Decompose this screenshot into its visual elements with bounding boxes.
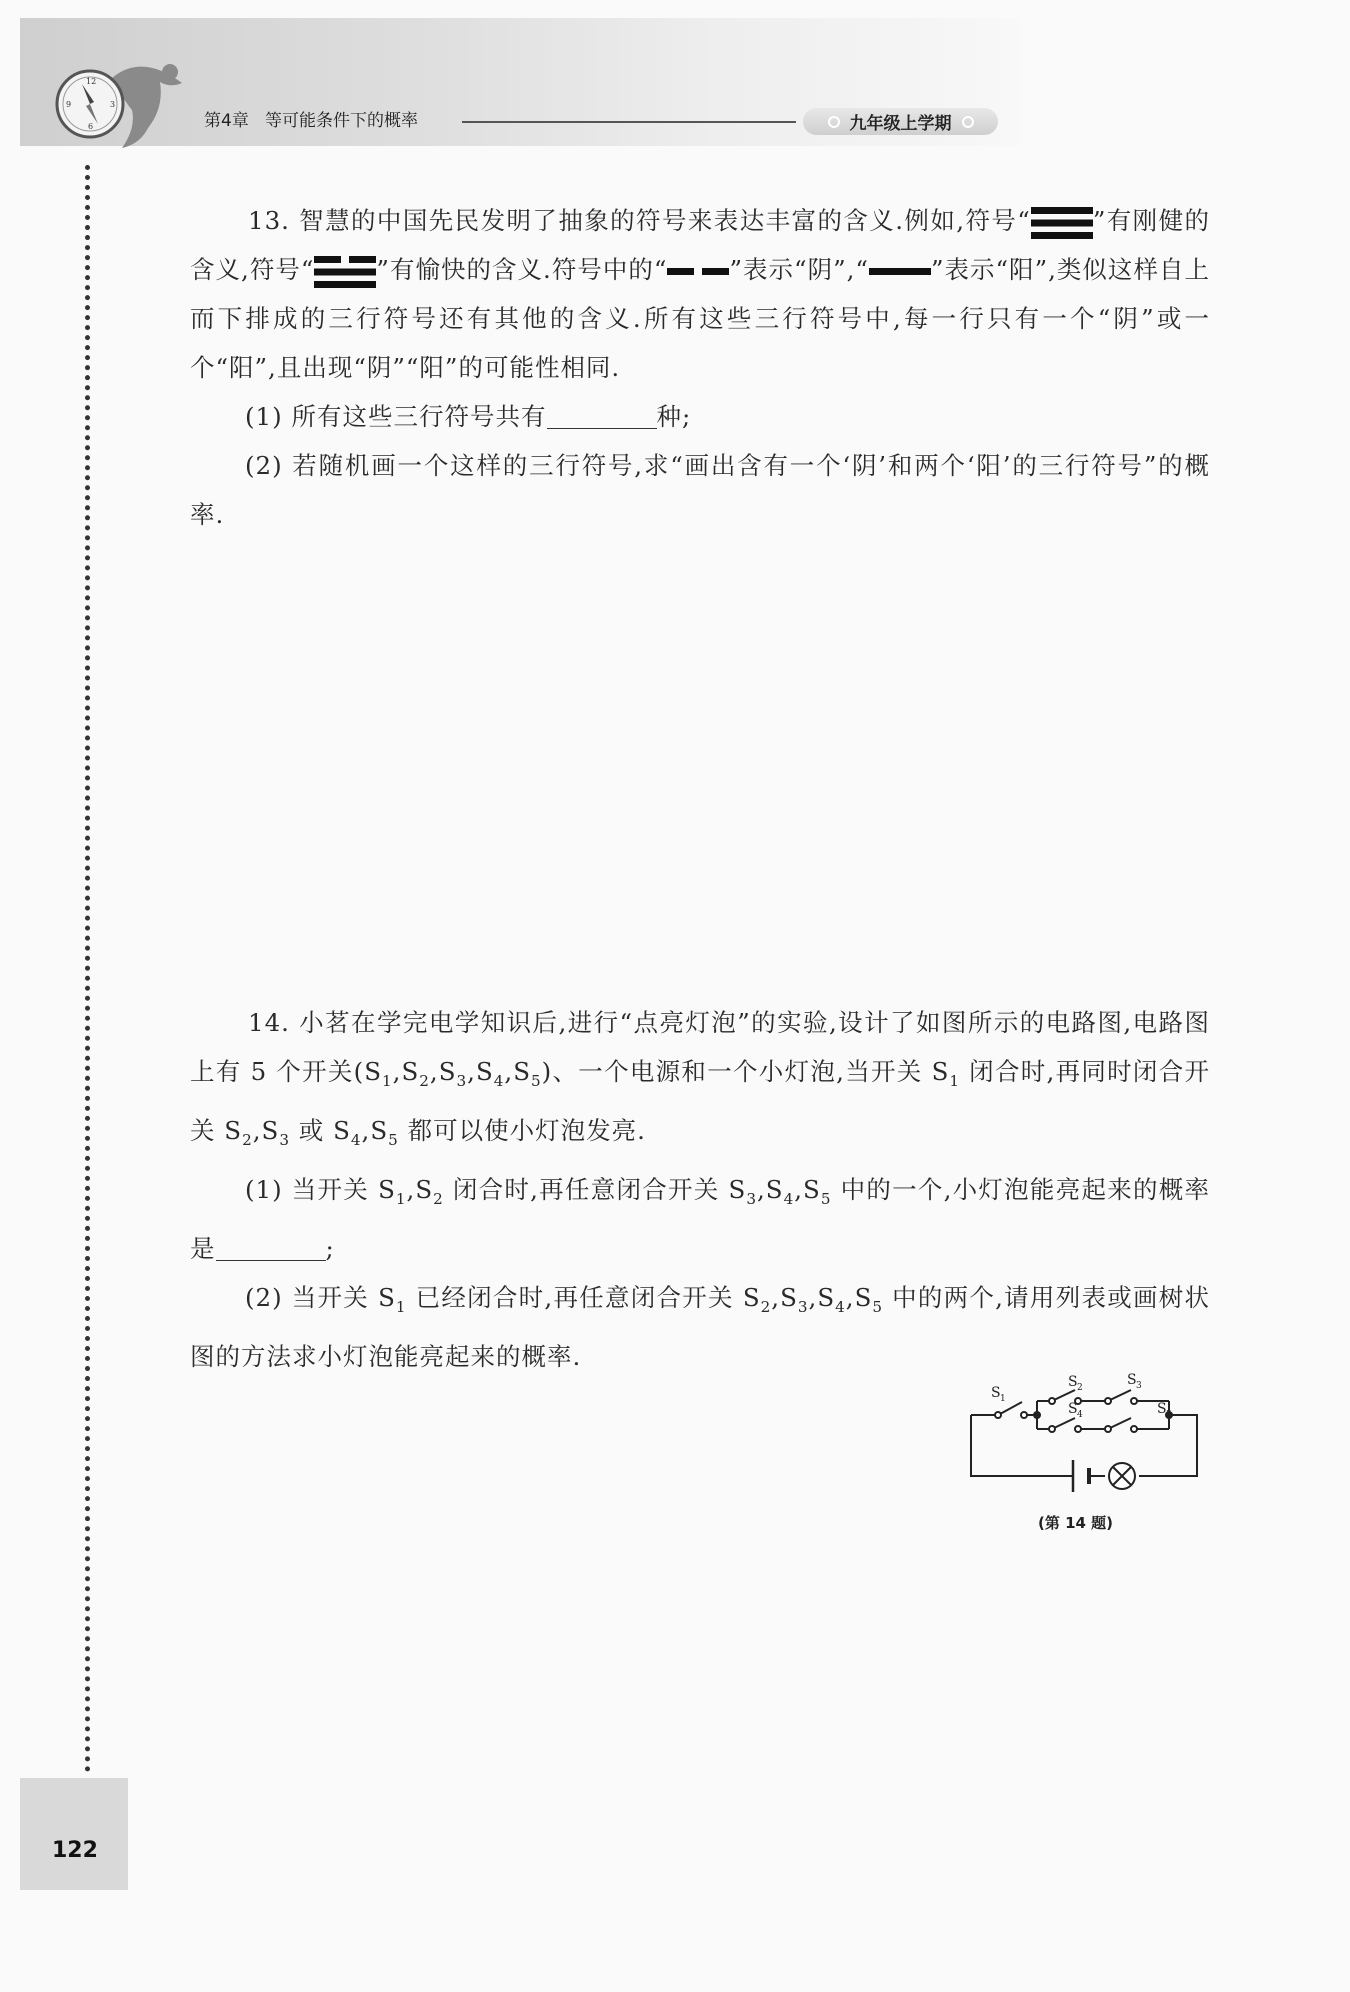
- grade-label: [803, 108, 998, 135]
- dotted-margin-rule: [85, 165, 90, 1773]
- q14-t: 1: [382, 1071, 393, 1090]
- grade-text: 九年级上学期: [849, 114, 952, 134]
- q14-t: ,S: [406, 1174, 434, 1204]
- q14-t: ,S: [467, 1057, 494, 1086]
- switch-label-s5: S: [1157, 1401, 1167, 1417]
- q14-part-1: [190, 1165, 1210, 1273]
- page-number: 122: [52, 1838, 98, 1863]
- q14-t: 14. 小茗在学完电学知识后,进行“点亮灯泡”的实验,设计了如图所示的电路图,电路图上有 5 个开关(S: [190, 1008, 1210, 1086]
- q14-t: 中的一个,小灯泡能亮起来的概率是: [190, 1174, 1210, 1263]
- q14-t: (1) 当开关 S: [245, 1174, 396, 1204]
- q14-t: 或 S: [290, 1115, 351, 1145]
- q14-t: 2: [760, 1297, 772, 1316]
- switch-sub-s4: 4: [1077, 1410, 1083, 1420]
- switch-label-s3: S: [1127, 1372, 1137, 1388]
- yang-line-icon: [869, 266, 931, 278]
- q14-t: ,S: [361, 1115, 389, 1145]
- q13-part-1-tail: 种;: [656, 402, 692, 431]
- answer-blank[interactable]: [216, 1230, 326, 1261]
- q13-text-2: ”有刚健的含义,符号“: [190, 206, 1210, 284]
- switch-sub-s5: 5: [1166, 1410, 1172, 1420]
- q14-t: 2: [242, 1130, 253, 1149]
- q14-t: ,S: [808, 1282, 836, 1312]
- q14-t: 闭合时,再任意闭合开关 S: [443, 1174, 747, 1204]
- q14-t: 1: [395, 1297, 407, 1316]
- q14-t: ,S: [392, 1057, 420, 1086]
- question-14: [190, 998, 1210, 1381]
- header-rule: [462, 121, 796, 123]
- q13-text-3: ”有愉快的含义.符号中的“: [376, 255, 668, 284]
- q14-t: ,S: [771, 1282, 798, 1312]
- q14-t: 3: [746, 1189, 758, 1208]
- q14-t: 5: [820, 1189, 832, 1208]
- q14-t: 1: [395, 1189, 407, 1208]
- q14-t: ,S: [845, 1282, 873, 1312]
- q13-stem: [190, 196, 1210, 392]
- switch-sub-s3: 3: [1136, 1381, 1142, 1391]
- chapter-name: 等可能条件下的概率: [265, 111, 419, 131]
- switch-sub-s1: 1: [1000, 1394, 1006, 1404]
- q14-t: 2: [433, 1189, 444, 1208]
- page-tab: [20, 1778, 128, 1890]
- q14-t: 3: [279, 1130, 290, 1149]
- switch-label-s4: S: [1068, 1401, 1078, 1417]
- q14-stem: [190, 998, 1210, 1165]
- svg-text:6: 6: [88, 122, 94, 131]
- trigram-dui-icon: [314, 253, 376, 291]
- q14-t: 3: [797, 1297, 809, 1316]
- q14-t: (2) 当开关 S: [245, 1282, 396, 1312]
- chapter-title: [204, 106, 418, 131]
- switch-label-s2: S: [1068, 1374, 1078, 1390]
- q13-text-5: ”表示“阳”,类似这样自上而下排成的三行符号还有其他的含义.所有这些三行符号中,每一行只有一个“阴”或一个“阳”,且出现“阴”“阳”的可能性相同.: [190, 255, 1210, 382]
- q14-t: 中的两个,请用列表或画树状图的方法求小灯泡能亮起来的概率.: [190, 1282, 1210, 1371]
- q14-t: 4: [835, 1297, 846, 1316]
- q14-t: 4: [783, 1189, 795, 1208]
- answer-blank[interactable]: [547, 398, 657, 429]
- figure-caption: (第 14 题): [1038, 1514, 1114, 1532]
- q14-t: 闭合时,再同时闭合开关 S: [190, 1057, 1211, 1145]
- q14-t: 4: [493, 1071, 505, 1090]
- switch-label-s1: S: [991, 1385, 1001, 1401]
- question-13: [190, 196, 1210, 539]
- q14-t: )、一个电源和一个小灯泡,当开关 S: [541, 1057, 950, 1086]
- q14-t: 已经闭合时,再任意闭合开关 S: [406, 1282, 761, 1312]
- svg-text:9: 9: [66, 100, 72, 109]
- q14-t: 5: [872, 1297, 884, 1316]
- chapter-number: 第4章: [204, 111, 249, 131]
- pill-dot-right: [962, 116, 974, 128]
- q14-t: 5: [388, 1130, 399, 1149]
- q13-part-2-text: (2) 若随机画一个这样的三行符号,求“画出含有一个‘阴’和两个‘阳’的三行符号”的概率.: [190, 451, 1210, 529]
- q14-t: ,S: [429, 1057, 457, 1086]
- q14-part-2: [190, 1273, 1210, 1381]
- q14-t: ,S: [794, 1174, 821, 1204]
- svg-text:3: 3: [110, 100, 116, 109]
- q14-t: ;: [325, 1233, 335, 1263]
- q14-t: 都可以使小灯泡发亮.: [398, 1115, 646, 1145]
- q13-text-1: 13. 智慧的中国先民发明了抽象的符号来表达丰富的含义.例如,符号“: [248, 206, 1031, 235]
- q14-t: 5: [531, 1071, 542, 1090]
- compass-runner-logo: [52, 58, 202, 153]
- svg-text:12: 12: [86, 77, 97, 86]
- q14-t: 4: [350, 1130, 362, 1149]
- q14-t: 1: [949, 1071, 961, 1090]
- q13-part-1-text: (1) 所有这些三行符号共有: [245, 402, 547, 431]
- pill-dot-left: [828, 116, 840, 128]
- yin-line-icon: [667, 266, 729, 278]
- q14-t: 2: [419, 1071, 430, 1090]
- q14-t: ,S: [504, 1057, 531, 1086]
- q13-text-4: ”表示“阴”,“: [729, 255, 869, 284]
- switch-sub-s2: 2: [1077, 1383, 1083, 1393]
- trigram-qian-icon: [1031, 204, 1093, 242]
- q13-part-2: [190, 441, 1210, 539]
- q13-part-1: [190, 392, 1210, 441]
- q14-t: ,S: [252, 1115, 280, 1145]
- q14-t: 3: [456, 1071, 468, 1090]
- q14-t: ,S: [757, 1174, 784, 1204]
